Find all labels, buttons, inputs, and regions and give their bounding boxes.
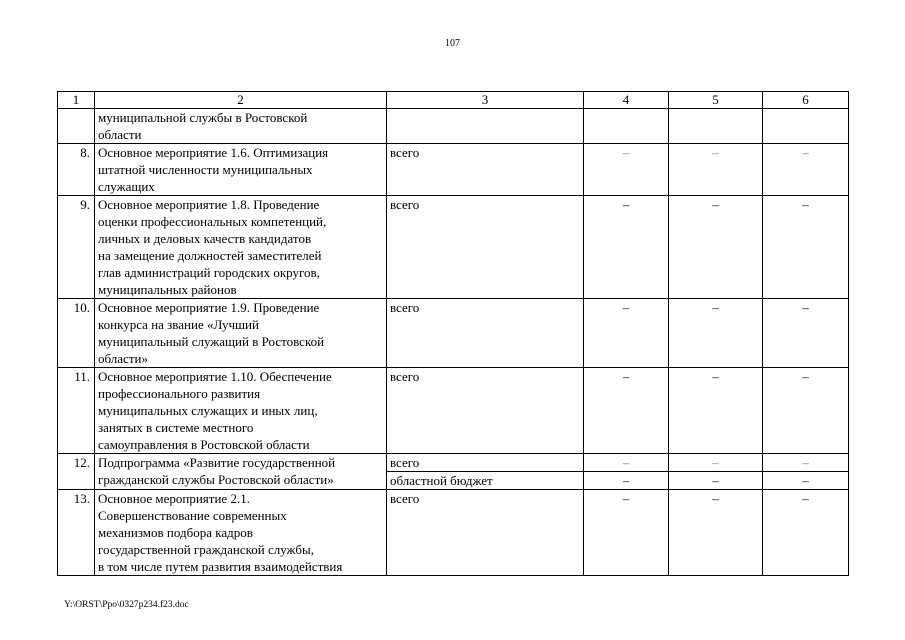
table-row — [58, 196, 849, 299]
funding-source: всего — [387, 196, 584, 299]
activity-name-line: занятых в системе местного — [98, 420, 254, 435]
activity-name-line: Основное мероприятие 1.8. Проведение — [98, 197, 320, 212]
funding-source: всего — [387, 454, 584, 472]
activity-name-line: муниципальный служащий в Ростовской — [98, 334, 325, 349]
activity-name-line: оценки профессиональных компетенций, — [98, 214, 327, 229]
value-cell: – — [763, 472, 849, 490]
activity-name-line: конкурса на звание «Лучший — [98, 317, 259, 332]
table-row — [58, 368, 849, 454]
row-number: 13. — [58, 490, 95, 576]
activity-name-line: Подпрограмма «Развитие государственной — [98, 455, 336, 470]
value-cell: – — [669, 299, 763, 368]
value-cell: – — [763, 368, 849, 454]
table-row — [58, 109, 849, 144]
activity-name-line: самоуправления в Ростовской области — [98, 437, 310, 452]
activity-name-line: муниципальных служащих и иных лиц, — [98, 403, 318, 418]
activity-name-line: Основное мероприятие 1.6. Оптимизация — [98, 145, 329, 160]
row-number: 9. — [58, 196, 95, 299]
value-cell: – — [584, 368, 669, 454]
funding-source — [387, 109, 584, 144]
value-cell — [584, 109, 669, 144]
document-file-path: Y:\ORST\Ppo\0327p234.f23.doc — [64, 600, 189, 610]
value-cell: – — [763, 299, 849, 368]
activity-name-line: Основное мероприятие 1.9. Проведение — [98, 300, 320, 315]
value-cell — [669, 109, 763, 144]
value-cell: – — [763, 196, 849, 299]
activity-name-line: механизмов подбора кадров — [98, 525, 253, 540]
value-cell: – — [669, 368, 763, 454]
activity-name-line: на замещение должностей заместителей — [98, 248, 322, 263]
column-header: 3 — [387, 92, 584, 109]
value-cell: – — [669, 196, 763, 299]
activity-name-line: области» — [98, 351, 148, 366]
value-cell — [763, 109, 849, 144]
funding-source: всего — [387, 299, 584, 368]
value-cell: – — [584, 196, 669, 299]
value-cell: – — [584, 299, 669, 368]
activity-name-line: служащих — [98, 179, 155, 194]
column-header: 1 — [58, 92, 95, 109]
table-row — [58, 144, 849, 196]
page-number: 107 — [445, 38, 460, 49]
activity-name — [95, 109, 387, 144]
funding-source: всего — [387, 368, 584, 454]
row-number: 8. — [58, 144, 95, 196]
activity-name-line: в том числе путем развития взаимодействия — [98, 559, 343, 574]
value-cell: – — [584, 490, 669, 576]
column-header: 4 — [584, 92, 669, 109]
column-header: 2 — [95, 92, 387, 109]
activity-name-line: области — [98, 127, 142, 142]
activity-name-line: профессионального развития — [98, 386, 261, 401]
value-cell: – — [669, 490, 763, 576]
activity-name-line: личных и деловых качеств кандидатов — [98, 231, 312, 246]
value-cell: – — [669, 144, 763, 196]
column-header: 6 — [763, 92, 849, 109]
activity-name-line: Совершенствование современных — [98, 508, 287, 523]
row-number: 12. — [58, 454, 95, 490]
funding-source: всего — [387, 144, 584, 196]
funding-source: областной бюджет — [387, 472, 584, 490]
table-row — [58, 490, 849, 576]
activity-name-line: штатной численности муниципальных — [98, 162, 313, 177]
row-number — [58, 109, 95, 144]
value-cell: – — [584, 454, 669, 472]
activity-name-line: глав администраций городских округов, — [98, 265, 320, 280]
table-row — [58, 454, 849, 472]
program-table — [57, 91, 849, 576]
table-row — [58, 299, 849, 368]
value-cell: – — [669, 472, 763, 490]
activity-name — [95, 490, 387, 576]
table-header-row — [58, 92, 849, 109]
value-cell: – — [763, 144, 849, 196]
activity-name-line: Основное мероприятие 1.10. Обеспечение — [98, 369, 332, 384]
activity-name — [95, 454, 387, 490]
activity-name-line: государственной гражданской службы, — [98, 542, 314, 557]
value-cell: – — [669, 454, 763, 472]
funding-source: всего — [387, 490, 584, 576]
activity-name — [95, 299, 387, 368]
activity-name-line: Основное мероприятие 2.1. — [98, 491, 250, 506]
row-number: 10. — [58, 299, 95, 368]
activity-name-line: муниципальной службы в Ростовской — [98, 110, 308, 125]
activity-name — [95, 196, 387, 299]
value-cell: – — [584, 144, 669, 196]
value-cell: – — [584, 472, 669, 490]
activity-name-line: муниципальных районов — [98, 282, 237, 297]
value-cell: – — [763, 454, 849, 472]
activity-name — [95, 368, 387, 454]
column-header: 5 — [669, 92, 763, 109]
value-cell: – — [763, 490, 849, 576]
activity-name — [95, 144, 387, 196]
row-number: 11. — [58, 368, 95, 454]
activity-name-line: гражданской службы Ростовской области» — [98, 472, 334, 487]
